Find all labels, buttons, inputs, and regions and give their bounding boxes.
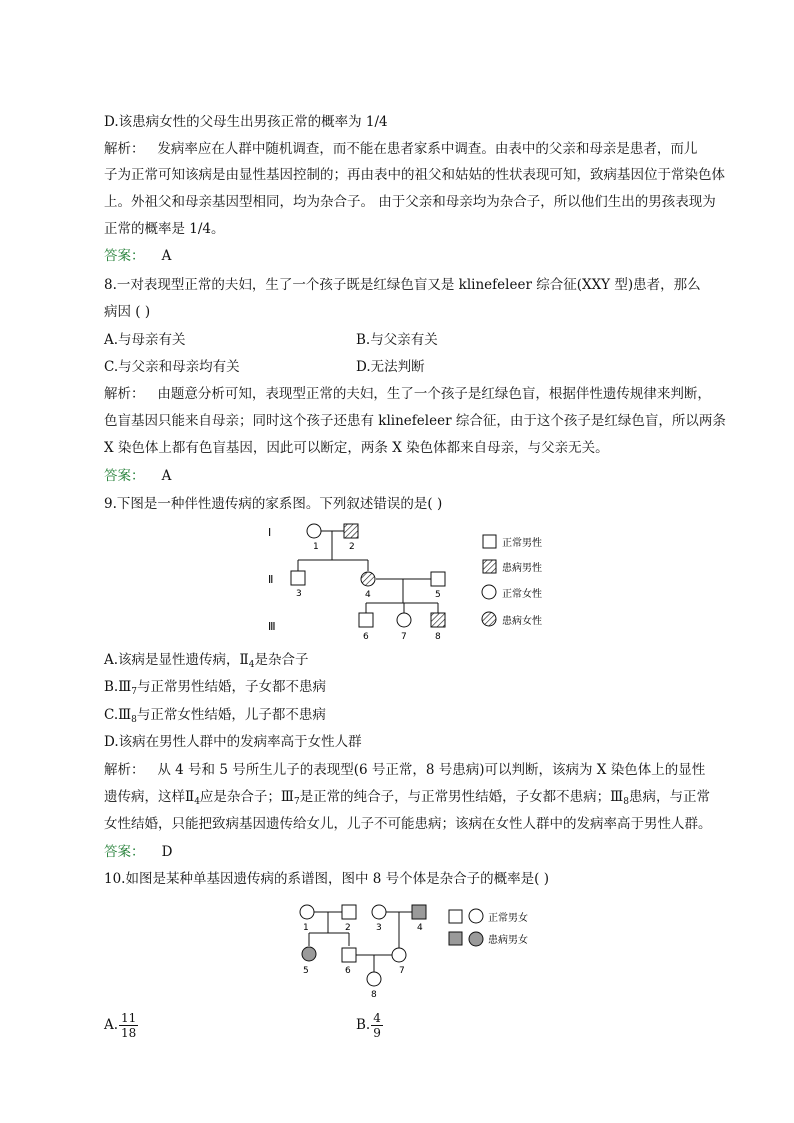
q7-analysis-line-3: 上。外祖父和母亲基因型相同，均为杂合子。 由于父亲和母亲均为杂合子，所以他们生出的男孩表现为 bbox=[104, 194, 716, 210]
legend-label: 患病男性 bbox=[502, 563, 542, 574]
individual-number: 5 bbox=[303, 966, 309, 976]
answer-label: 答案： bbox=[104, 844, 145, 860]
q10-option-b bbox=[356, 1010, 383, 1040]
analysis-label: 解析： bbox=[104, 386, 145, 402]
q8-option-c: C.与父亲和母亲均有关 bbox=[104, 359, 240, 375]
analysis-label: 解析： bbox=[104, 141, 145, 157]
legend-label: 正常女性 bbox=[502, 589, 542, 600]
legend-normal-male-square bbox=[483, 535, 496, 548]
answer-value: A bbox=[161, 248, 172, 264]
q9-pedigree-diagram bbox=[258, 517, 568, 647]
q10-pedigree-diagram bbox=[290, 896, 550, 1001]
q9-analysis-line-3: 女性结婚，只能把致病基因遗传给女儿，儿子不可能患病；该病在女性人群中的发病率高于男性人群。 bbox=[104, 816, 712, 832]
option-prefix: A. bbox=[104, 1017, 119, 1033]
subscript: 7 bbox=[293, 797, 300, 807]
individual-1-circle bbox=[307, 524, 321, 538]
option-text: 是杂合子 bbox=[254, 652, 309, 668]
q8-answer bbox=[104, 463, 720, 489]
legend-label: 正常男女 bbox=[488, 913, 528, 924]
q8-analysis-line-2: 色盲基因只能来自母亲；同时这个孩子还患有 klinefeleer 综合征，由于这个孩子是红绿色盲，所以两条 bbox=[104, 413, 726, 429]
individual-number: 3 bbox=[376, 923, 382, 933]
q7-answer bbox=[104, 243, 720, 269]
generation-label: Ⅱ bbox=[268, 573, 274, 586]
legend-affected-male-square bbox=[483, 560, 496, 573]
analysis-text: 由题意分析可知，表现型正常的夫妇，生了一个孩子是红绿色盲，根据伴性遗传规律来判断， bbox=[157, 386, 711, 402]
individual-number: 5 bbox=[435, 590, 441, 600]
individual-6-square bbox=[342, 948, 356, 962]
q10-stem: 10.如图是某种单基因遗传病的系谱图，图中 8 号个体是杂合子的概率是( ) bbox=[104, 871, 549, 887]
fraction bbox=[371, 1011, 383, 1040]
individual-3-square bbox=[291, 571, 305, 585]
individual-number: 7 bbox=[401, 632, 407, 642]
legend-affected-male-square bbox=[449, 932, 462, 945]
analysis-text: 患病，与正常 bbox=[628, 789, 710, 805]
q8-option-b: B.与父亲有关 bbox=[356, 332, 438, 348]
q7-analysis-line-1 bbox=[104, 136, 720, 162]
q8-analysis-line-1 bbox=[104, 381, 720, 407]
individual-number: 4 bbox=[417, 923, 423, 933]
legend-label: 患病男女 bbox=[488, 935, 528, 946]
fraction bbox=[119, 1011, 138, 1040]
answer-value: A bbox=[161, 468, 172, 484]
legend-affected-female-circle bbox=[482, 612, 496, 626]
analysis-text: 应是杂合子；Ⅲ bbox=[199, 789, 294, 805]
subscript: 8 bbox=[131, 715, 137, 725]
subscript: 4 bbox=[248, 660, 255, 670]
subscript: 7 bbox=[131, 687, 137, 697]
individual-2-square bbox=[344, 524, 358, 538]
q7-analysis-line-2: 子为正常可知该病是由显性基因控制的；再由表中的祖父和姑姑的性状表现可知，致病基因位于常染色体 bbox=[104, 167, 725, 183]
q10-option-a bbox=[104, 1010, 720, 1040]
q8-stem-line-2: 病因 ( ) bbox=[104, 304, 151, 320]
individual-7-circle bbox=[392, 948, 406, 962]
generation-label: Ⅰ bbox=[268, 526, 272, 539]
answer-label: 答案： bbox=[104, 248, 145, 264]
subscript: 8 bbox=[623, 797, 629, 807]
individual-number: 3 bbox=[296, 589, 302, 599]
legend-affected-female-circle bbox=[469, 932, 483, 946]
individual-number: 6 bbox=[345, 966, 351, 976]
option-text: 与正常男性结婚，子女都不患病 bbox=[136, 679, 326, 695]
option-text: A.该病是显性遗传病，Ⅱ bbox=[104, 652, 249, 668]
individual-number: 1 bbox=[303, 923, 309, 933]
individual-number: 7 bbox=[399, 966, 405, 976]
q9-analysis-line-1 bbox=[104, 757, 720, 783]
legend-normal-male-square bbox=[449, 910, 462, 923]
q9-option-b bbox=[104, 674, 720, 705]
q9-stem: 9.下图是一种伴性遗传病的家系图。下列叙述错误的是( ) bbox=[104, 496, 443, 512]
individual-4-square bbox=[412, 905, 426, 919]
individual-number: 2 bbox=[349, 542, 355, 552]
q9-option-d: D.该病在男性人群中的发病率高于女性人群 bbox=[104, 734, 362, 750]
q7-option-d: D.该患病女性的父母生出男孩正常的概率为 1/4 bbox=[104, 114, 388, 130]
individual-number: 2 bbox=[345, 923, 351, 933]
individual-number: 1 bbox=[313, 542, 319, 552]
q9-answer bbox=[104, 839, 720, 865]
legend-label: 患病女性 bbox=[502, 616, 542, 627]
generation-label: Ⅲ bbox=[268, 620, 276, 633]
legend-label: 正常男性 bbox=[502, 538, 542, 549]
fraction-numerator: 4 bbox=[373, 1011, 381, 1025]
individual-5-square bbox=[431, 572, 445, 586]
option-text: C.Ⅲ bbox=[104, 707, 132, 723]
legend-normal-female-circle bbox=[469, 909, 483, 923]
individual-number: 8 bbox=[371, 990, 377, 1000]
individual-1-circle bbox=[300, 905, 314, 919]
individual-7-circle bbox=[397, 613, 411, 627]
analysis-text: 从 4 号和 5 号所生儿子的表现型(6 号正常，8 号患病)可以判断，该病为 X 染色体上的显性 bbox=[157, 762, 706, 778]
answer-value: D bbox=[161, 844, 173, 860]
individual-6-square bbox=[359, 613, 373, 627]
legend-normal-female-circle bbox=[482, 585, 496, 599]
option-text: 与正常女性结婚，儿子都不患病 bbox=[136, 707, 326, 723]
individual-4-circle bbox=[361, 572, 375, 586]
fraction-denominator: 18 bbox=[121, 1026, 137, 1040]
individual-2-square bbox=[342, 905, 356, 919]
analysis-text: 是正常的纯合子，与正常男性结婚，子女都不患病；Ⅲ bbox=[299, 789, 624, 805]
q8-analysis-line-3: X 染色体上都有色盲基因，因此可以断定，两条 X 染色体都来自母亲，与父亲无关。 bbox=[104, 440, 609, 456]
individual-number: 4 bbox=[365, 590, 371, 600]
option-prefix: B. bbox=[356, 1017, 371, 1033]
analysis-label: 解析： bbox=[104, 762, 145, 778]
individual-5-circle bbox=[302, 947, 316, 961]
fraction-numerator: 11 bbox=[121, 1011, 137, 1025]
individual-8-circle bbox=[367, 972, 381, 986]
q8-stem-line-1: 8.一对表现型正常的夫妇，生了一个孩子既是红绿色盲又是 klinefeleer 综合征(XXY 型)患者，那么 bbox=[104, 277, 701, 293]
subscript: 4 bbox=[194, 797, 200, 807]
fraction-denominator: 9 bbox=[373, 1026, 381, 1040]
individual-3-circle bbox=[372, 905, 386, 919]
individual-number: 6 bbox=[363, 632, 369, 642]
q8-option-d: D.无法判断 bbox=[356, 359, 425, 375]
analysis-text: 发病率应在人群中随机调查，而不能在患者家系中调查。由表中的父亲和母亲是患者，而儿 bbox=[157, 141, 698, 157]
individual-8-square bbox=[431, 613, 445, 627]
analysis-text: 遗传病，这样Ⅱ bbox=[104, 789, 195, 805]
answer-label: 答案： bbox=[104, 468, 145, 484]
q7-analysis-line-4: 正常的概率是 1/4。 bbox=[104, 221, 225, 237]
option-text: B.Ⅲ bbox=[104, 679, 132, 695]
q8-option-a: A.与母亲有关 bbox=[104, 332, 186, 348]
individual-number: 8 bbox=[435, 632, 441, 642]
